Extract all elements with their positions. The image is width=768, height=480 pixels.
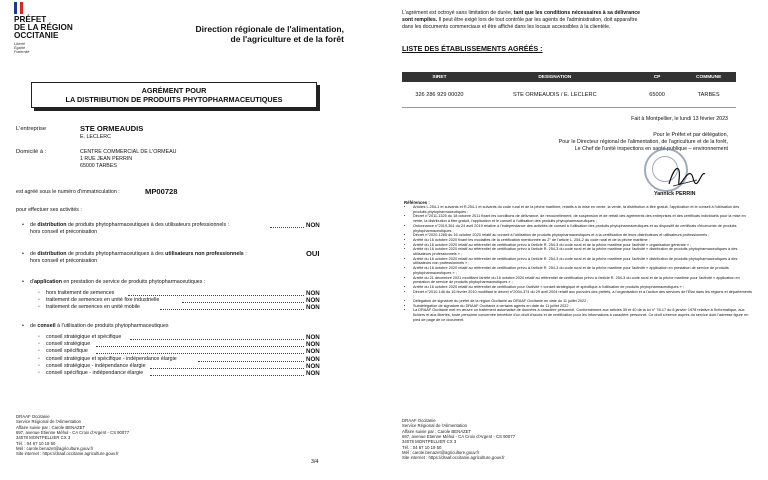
motto-liberte: Liberté bbox=[14, 42, 25, 46]
header-direction-line-2: de l'agriculture et de la forêt bbox=[230, 34, 344, 44]
reference-item: • Ordonnance n°2019-361 du 24 avril 2019 relative à l'indépendance des activités de conseil à l'utilisation des produits phytopharmaceutiques et au dispositif de certificats d'économie de produits phytopharmaceutiques ; bbox=[413, 224, 753, 233]
footer-line: Affaire suivie par : Carole BENAZET bbox=[16, 424, 86, 430]
approval-number: MP00728 bbox=[145, 187, 178, 196]
signature-scribble bbox=[667, 160, 707, 190]
motto-egalite: Égalité bbox=[14, 46, 25, 50]
conseil-item-label: conseil stratégique et spécifique - indépendance élargie bbox=[46, 356, 177, 362]
reference-item: • Délégation de signature du préfet de la région Occitanie au DRAAF Occitanie en date du 11 juillet 2022 ; bbox=[413, 299, 753, 304]
approval-text: est agréé sous le numéro d'immatriculation : bbox=[16, 189, 120, 195]
activity-value: NON bbox=[306, 222, 320, 229]
footer-line: DRAAF Occitanie bbox=[402, 418, 436, 423]
signatory-name: Yannick PERRIN bbox=[654, 191, 696, 197]
logo-line-2: DE LA RÉGION bbox=[14, 23, 73, 32]
validity-line-3: dans les documents commerciaux et être affiché dans les locaux accessibles à la clientèle. bbox=[402, 24, 611, 30]
dot-leader bbox=[160, 309, 304, 310]
dot-leader bbox=[130, 339, 304, 340]
establishments-title: LISTE DES ÉTABLISSEMENTS AGRÉÉS : bbox=[402, 44, 543, 53]
footer-line: Mél : carole.benazet@agriculture.gouv.fr bbox=[16, 445, 94, 451]
address-line-3: 65000 TARBES bbox=[80, 163, 117, 169]
motto-fraternite: Fraternité bbox=[14, 50, 30, 54]
sub-bullet-icon: ◦ bbox=[38, 297, 40, 303]
reference-item: • Décret n°2020-1265 du 16 octobre 2020 relatif au conseil à l'utilisation de produits phytopharmaceutiques et à la certification de leurs distributeurs et utilisateurs professionnels ; bbox=[413, 233, 753, 238]
application-item-label: traitement de semences en unité mobile bbox=[46, 304, 140, 310]
title-line-2: LA DISTRIBUTION DE PRODUITS PHYTOPHARMACEUTIQUES bbox=[65, 95, 283, 104]
signature-block bbox=[559, 132, 728, 153]
validity-text bbox=[402, 10, 640, 31]
reference-item: • Articles L.254-1 et suivants et R.254-1 et suivants du code rural et de la pêche maritime, relatifs à la mise en vente, la vente, la distribution à titre gratuit, l'application et le conseil à l'utilisation des produits phytopharmaceutiques ; bbox=[413, 205, 753, 214]
reference-item: • La DRAAF Occitanie met en œuvre un traitement automatisé de données à caractère personnel. Conformément aux articles 39 et 40 de la loi n° 78-17 du 6 janvier 1978 relative à l'informatique, aux fichiers et aux libertés, toute personne concernée bénéficie d'un droit d'accès et de rectification pour les informations à caractère personnel. Ce droit s'exerce auprès du service dont l'adresse figure en pied de page de ce document. bbox=[413, 308, 753, 322]
table-row bbox=[402, 82, 736, 108]
references-list bbox=[404, 205, 753, 323]
conseil-item-label: conseil stratégique - indépendance élargie bbox=[46, 363, 146, 369]
page-number: 3/4 bbox=[311, 459, 319, 465]
footer-line: Site internet : https://draaf.occitanie.agriculture.gouv.fr bbox=[16, 451, 119, 457]
bullet-icon: • bbox=[22, 251, 24, 257]
reference-item: • Arrêté du 16 octobre 2020 fixant les modalités de la certification mentionnée au 2° de l'article L. 254-2 du code rural et de la pêche maritime ; bbox=[413, 238, 753, 243]
signature-line-1: Pour le Préfet et par délégation, bbox=[653, 132, 728, 138]
validity-line-2: sont remplies. Il peut être exigé lors de tout contrôle par les agents de l'administration, doit apparaître bbox=[402, 17, 638, 23]
conseil-item-value: NON bbox=[306, 334, 320, 341]
footer-line: Site internet : https://draaf.occitanie.agriculture.gouv.fr bbox=[402, 455, 505, 461]
reference-item: • Arrêté du 16 octobre 2020 relatif au référentiel de certification pour l'activité « conseil stratégique et spécifique à l'utilisation de produits phytopharmaceutiques » ; bbox=[413, 285, 753, 290]
conseil-heading: de conseil à l'utilisation de produits phytopharmaceutiques bbox=[30, 323, 169, 329]
sub-bullet-icon: ◦ bbox=[38, 290, 40, 296]
conseil-item-label: conseil stratégique et spécifique bbox=[46, 334, 122, 340]
footer-line: Mél : carole.benazet@agriculture.gouv.fr bbox=[402, 449, 480, 455]
sub-bullet-icon: ◦ bbox=[38, 348, 40, 354]
domicile-label: Domicilé à : bbox=[16, 149, 47, 155]
activity-sub: hors conseil et préconisation bbox=[30, 229, 98, 235]
activity-line: de distribution de produits phytopharmaceutiques à des utilisateurs professionnels : bbox=[30, 222, 230, 228]
application-item-value: NON bbox=[306, 290, 320, 297]
signature-date: Fait à Montpellier, le lundi 13 février 2023 bbox=[631, 116, 728, 122]
footer-line: Tél. : 04 67 10 19 50 bbox=[16, 440, 56, 446]
signature-line-2: Pour le Directeur régional de l'alimentation, de l'agriculture et de la forêt, bbox=[558, 139, 728, 145]
reference-item: • Arrêté du 16 octobre 2020 relatif au référentiel de certification prévu à l'article R. 254-3 du code rural et de la pêche maritime pour l'activité « distribution de produits phytopharmaceutiques à des utilisateurs professionnels » ; bbox=[413, 247, 753, 256]
application-item-value: NON bbox=[306, 297, 320, 304]
address-line-1: CENTRE COMMERCIAL DE L'ORMEAU bbox=[80, 149, 177, 155]
dot-leader bbox=[182, 302, 304, 303]
dot-leader bbox=[270, 227, 304, 228]
dot-leader bbox=[150, 368, 304, 369]
conseil-item-label: conseil stratégique bbox=[46, 341, 91, 347]
col-cp: CP bbox=[633, 72, 682, 82]
conseil-item-label: conseil spécifique - indépendance élargie bbox=[46, 370, 144, 376]
references-title: Références : bbox=[404, 200, 430, 205]
dot-leader bbox=[150, 375, 304, 376]
reference-item: • Décret n°2011-1325 du 18 octobre 2011 fixant les conditions de délivrance, de renouvellement, de suspension et de retrait des agréments des entreprises et des certificats individuels pour la mise en vente, la distribution à titre gratuit, l'application et le conseil à l'utilisation des produits phytopharmaceutiques ; bbox=[413, 214, 753, 223]
application-heading: d'application en prestation de service de produits phytopharmaceutiques : bbox=[30, 279, 206, 285]
bullet-icon: • bbox=[22, 323, 24, 329]
table-header-row bbox=[402, 72, 736, 82]
application-item-value: NON bbox=[306, 304, 320, 311]
dot-leader bbox=[96, 346, 304, 347]
footer-line: 697, avenue Etienne Méhul - CA Croix d'Argent - CS 90077 bbox=[402, 433, 516, 439]
company-trade-name: E. LECLERC bbox=[80, 134, 111, 140]
dot-leader bbox=[198, 361, 304, 362]
conseil-item-value: NON bbox=[306, 356, 320, 363]
application-item-label: hors traitement de semences bbox=[46, 290, 115, 296]
reference-item: • Arrêté du 16 octobre 2020 relatif au référentiel de certification prévu à l'article R. 254-3 du code rural et de la pêche maritime pour l'activité « distribution de produits phytopharmaceutiques à des utilisateurs non professionnels » ; bbox=[413, 257, 753, 266]
validity-line-1: L'agrément est octroyé sans limitation de durée, tant que les conditions nécessaires à sa délivrance bbox=[402, 10, 641, 16]
conseil-item-label: conseil spécifique bbox=[46, 348, 88, 354]
activity-line: de distribution de produits phytopharmaceutiques à des utilisateurs non professionnels : bbox=[30, 251, 247, 257]
activities-intro: pour effectuer ses activités : bbox=[16, 207, 82, 213]
address-line-2: 1 RUE JEAN PERRIN bbox=[80, 156, 133, 162]
col-siret: SIRET bbox=[402, 72, 477, 82]
sub-bullet-icon: ◦ bbox=[38, 341, 40, 347]
establishments-table bbox=[402, 72, 736, 108]
footer-line: 34078 MONTPELLIER CX 3 bbox=[16, 435, 71, 441]
footer-line: 697, avenue Etienne Méhul - CA Croix d'Argent - CS 90077 bbox=[16, 429, 130, 435]
conseil-item-value: NON bbox=[306, 348, 320, 355]
conseil-item-value: NON bbox=[306, 370, 320, 377]
dot-leader bbox=[96, 353, 304, 354]
cell-cp: 65000 bbox=[633, 82, 682, 108]
col-commune: COMMUNE bbox=[681, 72, 736, 82]
footer-line: Service Régional de l'Alimentation bbox=[16, 419, 82, 425]
col-designation: DESIGNATION bbox=[477, 72, 633, 82]
reference-item: • Arrêté du 16 octobre 2020 relatif au référentiel de certification prévu à l'article R. 254-3 du code rural et de la pêche maritime pour l'activité « organisation générale » ; bbox=[413, 243, 753, 248]
logo-line-3: OCCITANIE bbox=[14, 31, 59, 40]
footer-line: Affaire suivie par : Carole BENAZET bbox=[402, 428, 472, 434]
reference-item: • Arrêté du 21 décembre 2021 modifiant l'arrêté du 16 octobre 2020 relatif au référentiel de certification prévu à l'article R. 254-3 du code rural et de la pêche maritime pour l'activité « application en prestation de service de produits phytopharmaceutiques » ; bbox=[413, 276, 753, 285]
dot-leader bbox=[128, 295, 304, 296]
footer-line: Tél. : 04 67 10 19 50 bbox=[402, 444, 442, 450]
signature-line-3: Le Chef de l'unité inspections en santé publique – environnement bbox=[574, 146, 728, 152]
title-line-1: AGRÉMENT POUR bbox=[141, 86, 207, 95]
sub-bullet-icon: ◦ bbox=[38, 334, 40, 340]
company-name: STE ORMEAUDIS bbox=[80, 124, 144, 133]
sub-bullet-icon: ◦ bbox=[38, 356, 40, 362]
company-label: L'entreprise bbox=[16, 126, 47, 132]
footer-line: DRAAF Occitanie bbox=[16, 414, 50, 419]
cell-siret: 326 286 929 00020 bbox=[402, 82, 477, 108]
cell-commune: TARBES bbox=[681, 82, 736, 108]
footer-line: Service Régional de l'Alimentation bbox=[402, 423, 468, 429]
application-item-label: traitement de semences en unité fixe industrielle bbox=[46, 297, 160, 303]
cell-designation: STE ORMEAUDIS / E. LECLERC bbox=[477, 82, 633, 108]
header-direction-line-1: Direction régionale de l'alimentation, bbox=[195, 24, 344, 34]
reference-item: • Subdélégation de signature du DRAAF Occitanie à certains agents en date du 11 juillet 2022 ; bbox=[413, 304, 753, 309]
conseil-item-value: NON bbox=[306, 363, 320, 370]
reference-item: • Décret n°2010-146 du 16 février 2010 modifiant le décret n°2004-374 du 29 avril 2004 relatif aux pouvoirs des préfets, à l'organisation et à l'action des services de l'État dans les régions et départements ; bbox=[413, 290, 753, 299]
document-page-4 bbox=[384, 0, 768, 480]
bullet-icon: • bbox=[22, 279, 24, 285]
logo-line-1: PRÉFET bbox=[14, 15, 47, 24]
bullet-icon: • bbox=[22, 222, 24, 228]
sub-bullet-icon: ◦ bbox=[38, 363, 40, 369]
activity-sub: hors conseil et préconisation bbox=[30, 258, 98, 264]
sub-bullet-icon: ◦ bbox=[38, 304, 40, 310]
activity-value: OUI bbox=[306, 249, 320, 258]
reference-item: • Arrêté du 16 octobre 2020 relatif au référentiel de certification prévu à l'article R. 254-3 du code rural et de la pêche maritime pour l'activité « application en prestation de service de produits phytopharmaceutiques » ; bbox=[413, 266, 753, 275]
title-box bbox=[31, 82, 317, 108]
conseil-item-value: NON bbox=[306, 341, 320, 348]
sub-bullet-icon: ◦ bbox=[38, 370, 40, 376]
marianne-flag-icon bbox=[14, 2, 23, 14]
footer-line: 34078 MONTPELLIER CX 3 bbox=[402, 439, 457, 445]
